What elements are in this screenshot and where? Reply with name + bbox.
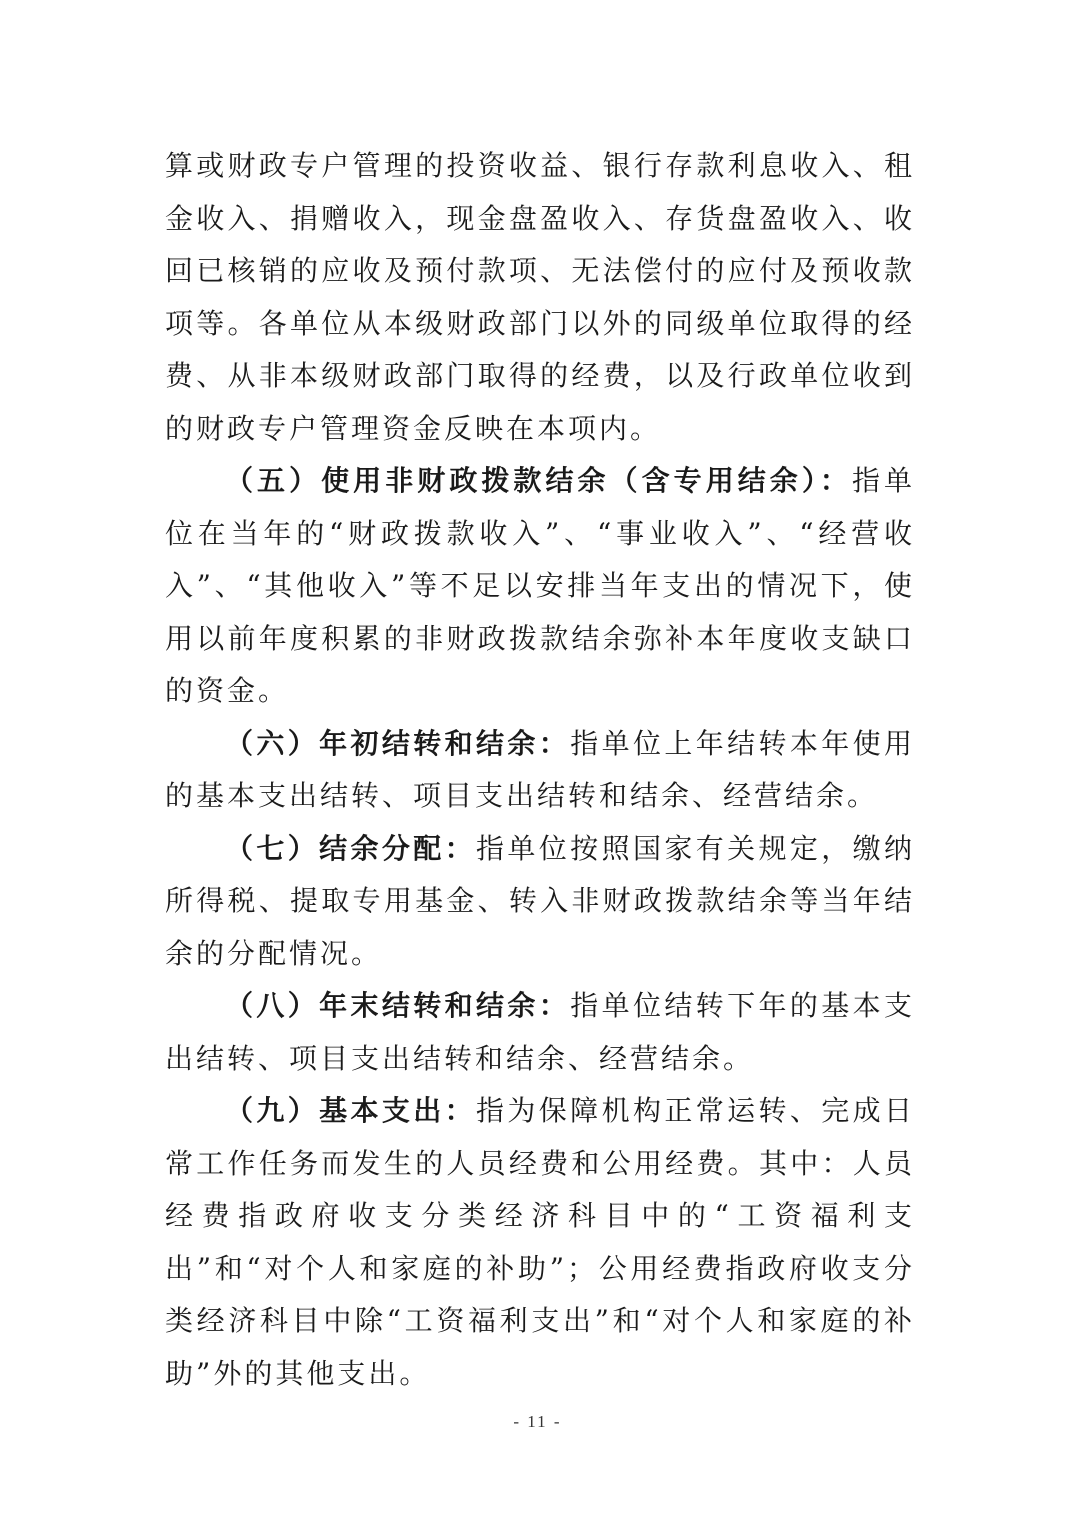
paragraph-continued [165,140,915,455]
paragraph-section-5 [165,455,915,718]
paragraph-text: 指单位结转下年的基本支出结转、项目支出结转和结余、经营结余。 [165,989,915,1075]
paragraph-section-6 [165,718,915,823]
paragraph-section-7 [165,823,915,981]
paragraph-text: 指为保障机构正常运转、完成日常工作任务而发生的人员经费和公用经费。其中：人员经费指政府收支分类经济科目中的“工资福利支出”和“对个人和家庭的补助”；公用经费指政府收支分类经济科目中除“工资福利支出”和“对个人和家庭的补助”外的其他支出。 [165,1094,915,1390]
paragraph-text: 指单位上年结转本年使用的基本支出结转、项目支出结转和结余、经营结余。 [165,726,915,812]
paragraph-text: 算或财政专户管理的投资收益、银行存款利息收入、租金收入、捐赠收入，现金盘盈收入、存货盘盈收入、收回已核销的应收及预付款项、无法偿付的应付及预收款项等。各单位从本级财政部门以外的同级单位取得的经费、从非本级财政部门取得的经费，以及行政单位收到的财政专户管理资金反映在本项内。 [165,149,915,445]
paragraph-section-8 [165,980,915,1085]
paragraph-section-9 [165,1085,915,1400]
section-heading: （八）年末结转和结余： [225,989,571,1022]
body-text [165,140,915,1400]
paragraph-text: 指单位按照国家有关规定，缴纳所得税、提取专用基金、转入非财政拨款结余等当年结余的分配情况。 [165,831,915,970]
section-heading: （六）年初结转和结余： [225,726,571,760]
paragraph-text: 指单位在当年的“财政拨款收入”、“事业收入”、“经营收入”、“其他收入”等不足以安排当年支出的情况下，使用以前年度积累的非财政拨款结余弥补本年度收支缺口的资金。 [165,464,915,707]
section-heading: （七）结余分配： [225,831,477,865]
section-heading: （五）使用非财政拨款结余（含专用结余）： [225,464,852,497]
page-number: - 11 - [513,1412,562,1431]
section-heading: （九）基本支出： [225,1094,477,1127]
